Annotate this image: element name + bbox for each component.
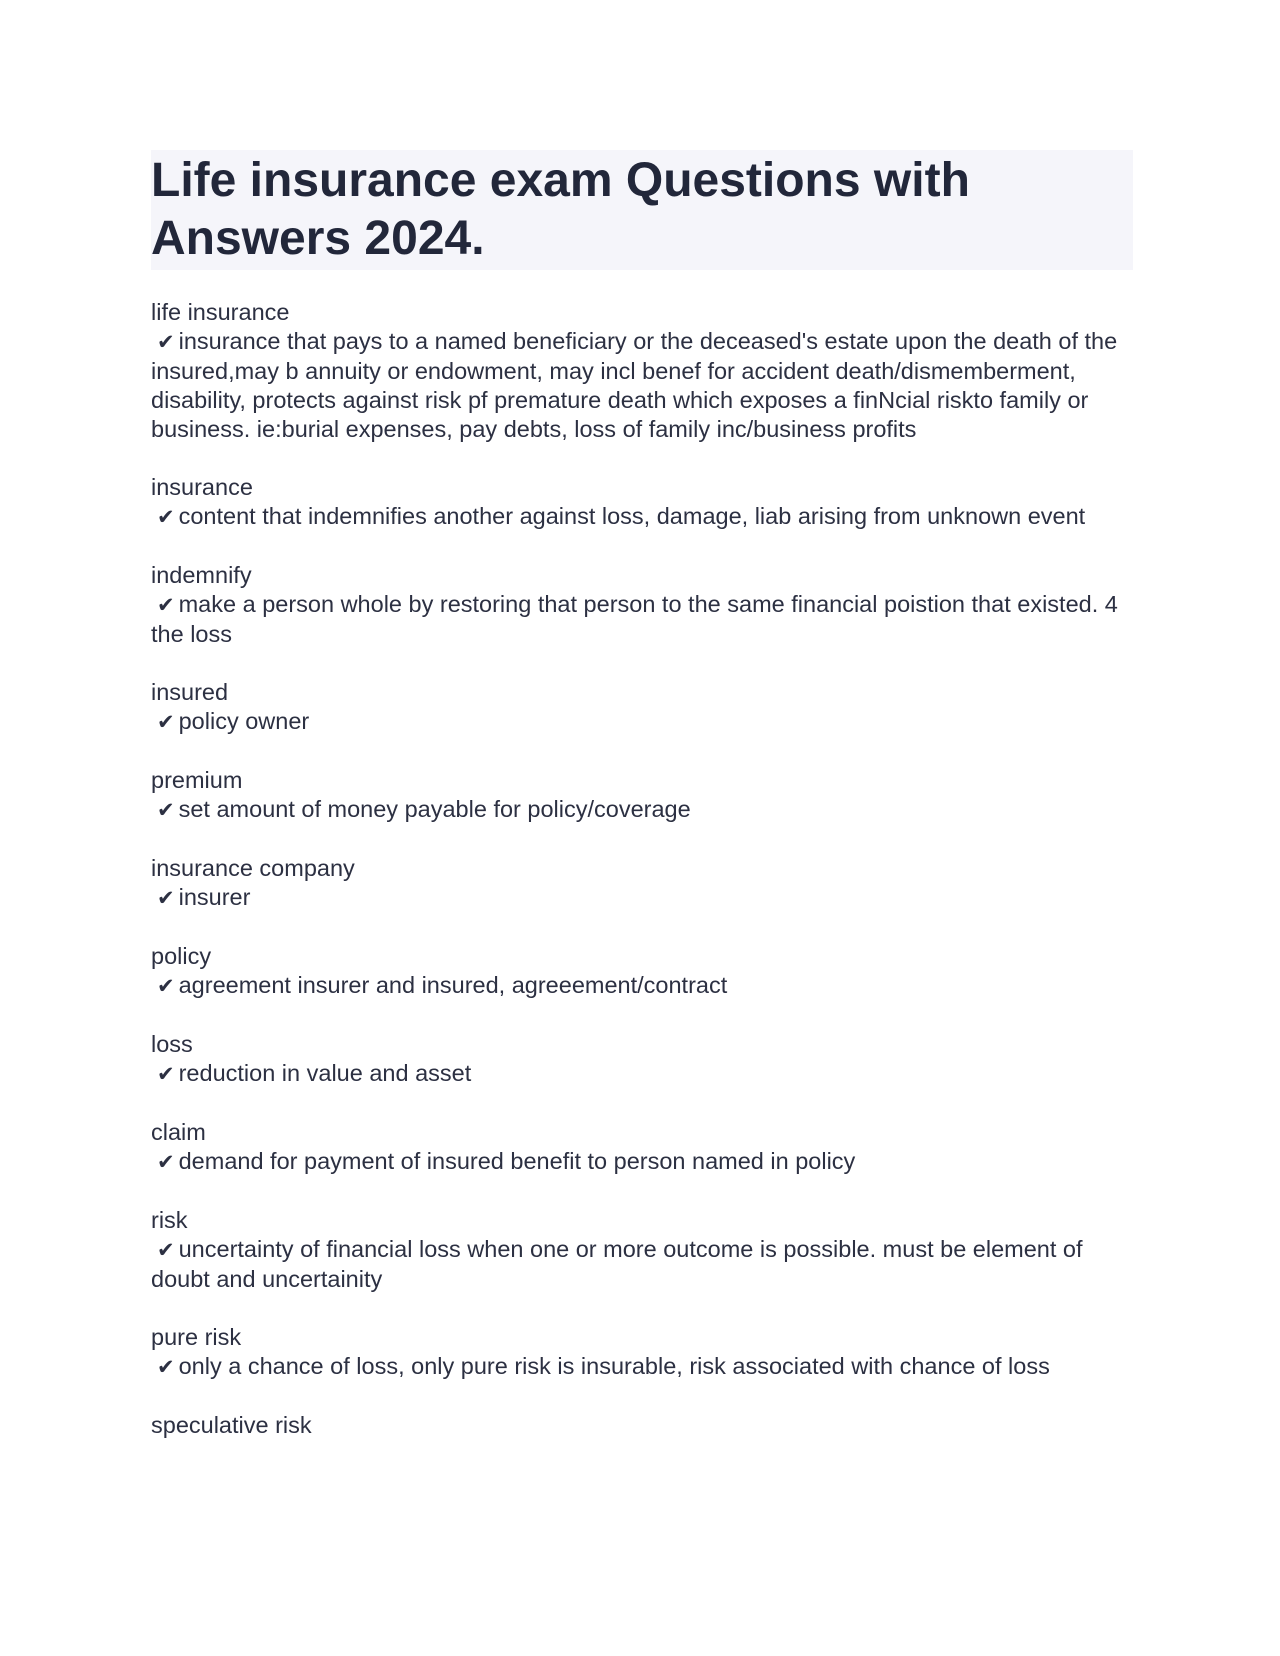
term-text: pure risk [151,1324,242,1350]
answer-text: policy owner [178,708,310,734]
term-text: insurance [151,474,253,500]
qa-entry [151,561,1133,649]
qa-entry [151,1030,1133,1089]
title-banner [151,150,1133,270]
checkmark-icon: ✔ [157,593,175,617]
checkmark-icon: ✔ [157,330,175,354]
document-page [151,150,1133,1469]
checkmark-icon: ✔ [157,505,175,529]
qa-entry [151,678,1133,737]
answer-text: reduction in value and asset [178,1060,472,1086]
answer-text: agreement insurer and insured, agreeement/contract [178,972,728,998]
page-title: Life insurance exam Questions with Answers 2024. [151,154,970,265]
answer-text: insurance that pays to a named beneficiary or the deceased's estate upon the death of the insured,may b annuity or endowment, may incl benef for accident death/dismemberment, disability, protects against risk pf premature death which exposes a finNcial riskto family or business. ie:burial expenses, pay debts, loss of family inc/business profits [151,328,1118,442]
term-text: insured [151,679,229,705]
term-text: speculative risk [151,1412,312,1438]
qa-entry [151,298,1133,444]
checkmark-icon: ✔ [157,1355,175,1379]
qa-entry [151,1323,1133,1382]
qa-entry [151,942,1133,1001]
answer-line [151,795,1133,825]
answer-line [151,590,1133,649]
term-text: risk [151,1207,188,1233]
answer-line [151,1147,1133,1177]
qa-entry [151,854,1133,913]
answer-line [151,971,1133,1001]
qa-entry [151,766,1133,825]
checkmark-icon: ✔ [157,798,175,822]
answer-text: make a person whole by restoring that person to the same financial poistion that existed. 4 the loss [151,591,1118,647]
qa-entry [151,1411,1133,1440]
answer-line [151,707,1133,737]
answer-line [151,883,1133,913]
answer-line [151,1235,1133,1294]
qa-entry [151,1118,1133,1177]
checkmark-icon: ✔ [157,974,175,998]
answer-text: demand for payment of insured benefit to person named in policy [178,1148,856,1174]
term-text: claim [151,1119,206,1145]
qa-entry [151,473,1133,532]
term-text: life insurance [151,299,290,325]
answer-line [151,1352,1133,1382]
term-text: policy [151,943,212,969]
term-text: insurance company [151,855,355,881]
checkmark-icon: ✔ [157,1062,175,1086]
qa-entry [151,1206,1133,1294]
checkmark-icon: ✔ [157,886,175,910]
answer-line [151,327,1133,444]
checkmark-icon: ✔ [157,1238,175,1262]
qa-list [151,298,1133,1440]
checkmark-icon: ✔ [157,710,175,734]
answer-text: insurer [178,884,251,910]
checkmark-icon: ✔ [157,1150,175,1174]
answer-line [151,1059,1133,1089]
answer-line [151,502,1133,532]
term-text: loss [151,1031,193,1057]
term-text: premium [151,767,243,793]
term-text: indemnify [151,562,252,588]
answer-text: uncertainty of financial loss when one or more outcome is possible. must be element of doubt and uncertainity [151,1236,1083,1292]
answer-text: set amount of money payable for policy/coverage [178,796,691,822]
answer-text: only a chance of loss, only pure risk is insurable, risk associated with chance of loss [178,1353,1050,1379]
answer-text: content that indemnifies another against loss, damage, liab arising from unknown event [178,503,1086,529]
